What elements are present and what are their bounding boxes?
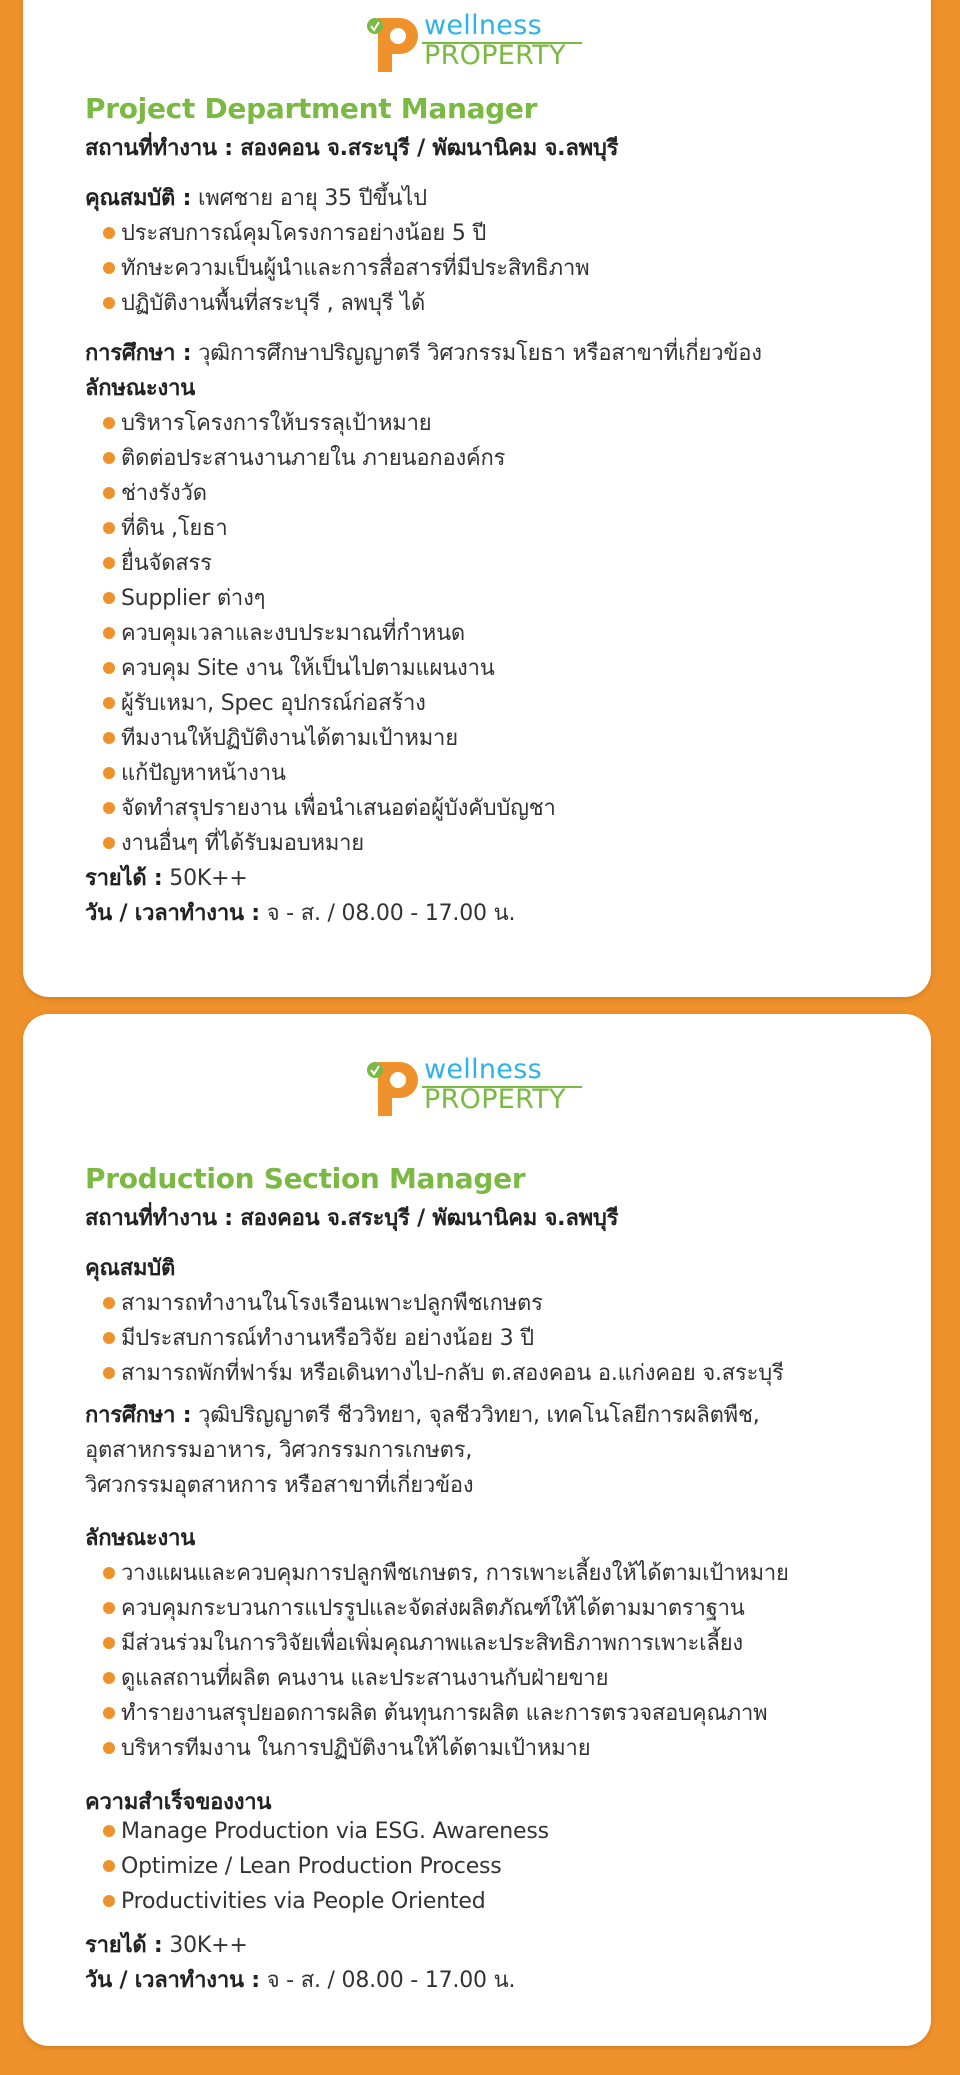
bullet-dot-icon [103,1602,115,1614]
list-item: ยื่นจัดสรร [103,545,212,580]
logo-text-property: PROPERTY [424,40,566,71]
bullet-dot-icon [103,1860,115,1872]
bullet-dot-icon [103,697,115,709]
working-hours-line [85,895,515,930]
bullet-dot-icon [103,452,115,464]
salary-label: รายได้ : [85,866,163,891]
wellness-property-p-logo-icon [366,1056,422,1118]
list-item: ช่างรังวัด [103,475,207,510]
list-item: ควบคุมกระบวนการแปรรูปและจัดส่งผลิตภัณฑ์ให้ได้ตามมาตราฐาน [103,1590,745,1625]
working-hours-value: จ - ส. / 08.00 - 17.00 น. [259,901,516,926]
job-success-label: ความสำเร็จของงาน [85,1790,272,1815]
list-item: ควบคุมเวลาและงบประมาณที่กำหนด [103,615,465,650]
salary-value: 50K++ [162,866,248,891]
bullet-dot-icon [103,1707,115,1719]
list-item: บริหารทีมงาน ในการปฏิบัติงานให้ได้ตามเป้าหมาย [103,1730,590,1765]
list-item: บริหารโครงการให้บรรลุเป้าหมาย [103,405,431,440]
qualification-label: คุณสมบัติ : [85,186,192,211]
job-location: สถานที่ทำงาน : สองคอน จ.สระบุรี / พัฒนานิคม จ.ลพบุรี [85,136,619,161]
list-item: สามารถทำงานในโรงเรือนเพาะปลูกพืชเกษตร [103,1285,543,1320]
qualification-label: คุณสมบัติ [85,1256,176,1281]
bullet-dot-icon [103,1297,115,1309]
job-title: Project Department Manager [85,92,538,125]
list-item: งานอื่นๆ ที่ได้รับมอบหมาย [103,825,364,860]
bullet-dot-icon [103,1367,115,1379]
education-value: วุฒิการศึกษาปริญญาตรี วิศวกรรมโยธา หรือสาขาที่เกี่ยวข้อง [191,341,762,366]
bullet-dot-icon [103,522,115,534]
list-item: ประสบการณ์คุมโครงการอย่างน้อย 5 ปี [103,215,486,250]
job-card-project-department-manager [23,0,931,997]
list-item: ทักษะความเป็นผู้นำและการสื่อสารที่มีประสิทธิภาพ [103,250,589,285]
duties-label: ลักษณะงาน [85,376,196,401]
bullet-dot-icon [103,732,115,744]
job-location: สถานที่ทำงาน : สองคอน จ.สระบุรี / พัฒนานิคม จ.ลพบุรี [85,1206,619,1231]
list-item: Manage Production via ESG. Awareness [103,1819,549,1844]
bullet-dot-icon [103,1895,115,1907]
list-item: ปฏิบัติงานพื้นที่สระบุรี , ลพบุรี ได้ [103,285,425,320]
bullet-dot-icon [103,227,115,239]
salary-value: 30K++ [162,1933,248,1958]
list-item: วางแผนและควบคุมการปลูกพืชเกษตร, การเพาะเลี้ยงให้ได้ตามเป้าหมาย [103,1555,789,1590]
qualification-line [85,180,427,215]
bullet-dot-icon [103,1672,115,1684]
bullet-dot-icon [103,802,115,814]
list-item: แก้ปัญหาหน้างาน [103,755,286,790]
working-hours-value: จ - ส. / 08.00 - 17.00 น. [259,1968,516,1993]
company-logo [366,1054,586,1120]
education-line [85,335,762,370]
bullet-dot-icon [103,1825,115,1837]
education-label: การศึกษา : [85,1403,192,1428]
education-label: การศึกษา : [85,341,192,366]
company-logo [366,10,586,76]
bullet-dot-icon [103,297,115,309]
logo-text-property: PROPERTY [424,1084,566,1115]
bullet-dot-icon [103,1637,115,1649]
bullet-dot-icon [103,662,115,674]
salary-label: รายได้ : [85,1933,163,1958]
salary-line [85,860,248,895]
bullet-dot-icon [103,262,115,274]
list-item: ติดต่อประสานงานภายใน ภายนอกองค์กร [103,440,505,475]
list-item: Supplier ต่างๆ [103,580,265,615]
education-line-3: วิศวกรรมอุตสาหการ หรือสาขาที่เกี่ยวข้อง [85,1473,474,1498]
list-item: ทีมงานให้ปฏิบัติงานได้ตามเป้าหมาย [103,720,458,755]
bullet-dot-icon [103,767,115,779]
bullet-dot-icon [103,417,115,429]
logo-text-wellness: wellness [424,1054,542,1085]
bullet-dot-icon [103,557,115,569]
list-item: ทำรายงานสรุปยอดการผลิต ต้นทุนการผลิต และการตรวจสอบคุณภาพ [103,1695,767,1730]
working-hours-label: วัน / เวลาทำงาน : [85,1968,260,1993]
list-item: มีประสบการณ์ทำงานหรือวิจัย อย่างน้อย 3 ปี [103,1320,534,1355]
bullet-dot-icon [103,1332,115,1344]
list-item: ควบคุม Site งาน ให้เป็นไปตามแผนงาน [103,650,495,685]
salary-line [85,1927,248,1962]
bullet-dot-icon [103,837,115,849]
education-line-2: อุตสาหกรรมอาหาร, วิศวกรรมการเกษตร, [85,1438,473,1463]
bullet-dot-icon [103,627,115,639]
list-item: ดูแลสถานที่ผลิต คนงาน และประสานงานกับฝ่ายขาย [103,1660,608,1695]
bullet-dot-icon [103,487,115,499]
job-card-production-section-manager [23,1014,931,2046]
wellness-property-p-logo-icon [366,12,422,74]
list-item: มีส่วนร่วมในการวิจัยเพื่อเพิ่มคุณภาพและประสิทธิภาพการเพาะเลี้ยง [103,1625,743,1660]
working-hours-line [85,1962,515,1997]
working-hours-label: วัน / เวลาทำงาน : [85,901,260,926]
bullet-dot-icon [103,1742,115,1754]
list-item: Productivities via People Oriented [103,1889,485,1914]
list-item: Optimize / Lean Production Process [103,1854,502,1879]
job-title: Production Section Manager [85,1162,526,1195]
education-line [85,1397,760,1432]
list-item: สามารถพักที่ฟาร์ม หรือเดินทางไป-กลับ ต.สองคอน อ.แก่งคอย จ.สระบุรี [103,1355,784,1390]
duties-label: ลักษณะงาน [85,1526,196,1551]
qualification-value: เพศชาย อายุ 35 ปีขึ้นไป [191,186,427,211]
logo-text-wellness: wellness [424,10,542,41]
bullet-dot-icon [103,592,115,604]
list-item: ที่ดิน ,โยธา [103,510,228,545]
list-item: ผู้รับเหมา, Spec อุปกรณ์ก่อสร้าง [103,685,426,720]
list-item: จัดทำสรุปรายงาน เพื่อนำเสนอต่อผู้บังคับบัญชา [103,790,556,825]
bullet-dot-icon [103,1567,115,1579]
education-value: วุฒิปริญญาตรี ชีววิทยา, จุลชีววิทยา, เทคโนโลยีการผลิตพืช, [191,1403,760,1428]
